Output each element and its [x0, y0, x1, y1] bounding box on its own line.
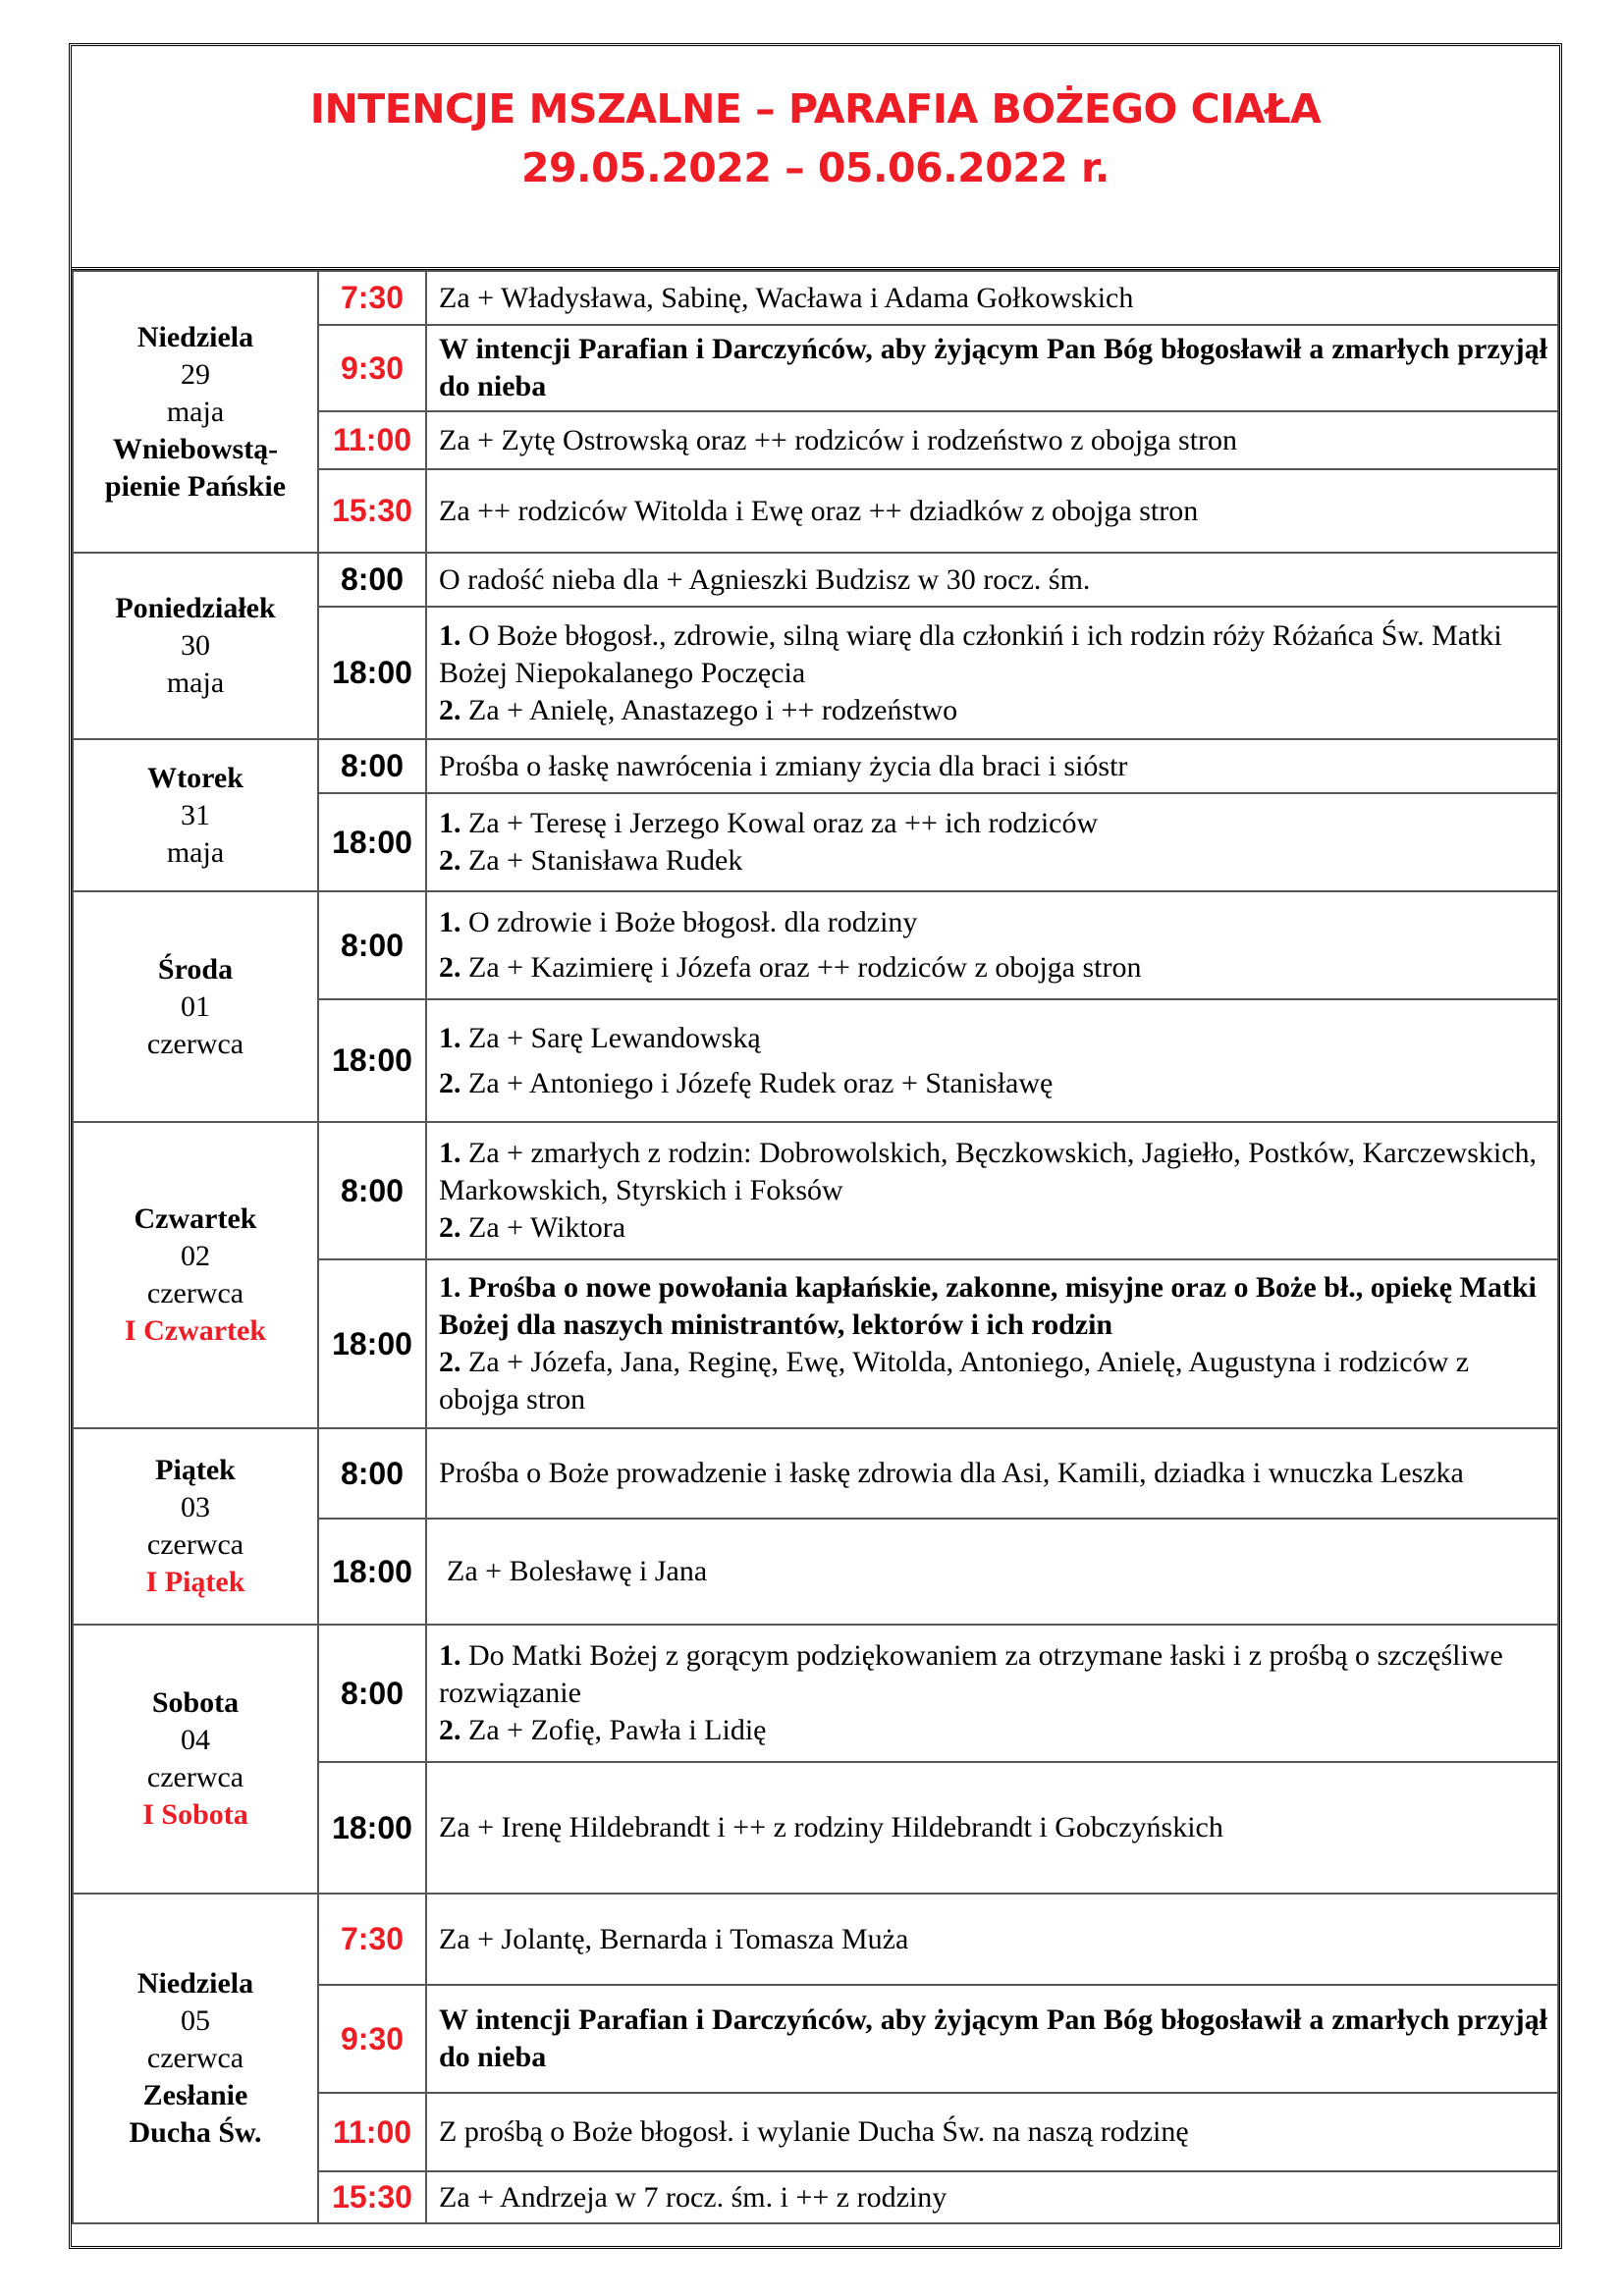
intention-text: Za + Władysława, Sabinę, Wacława i Adama Gołkowskich — [426, 271, 1558, 325]
intention-item: 2. Za + Antoniego i Józefę Rudek oraz + Stanisławę — [439, 1066, 1054, 1099]
day-cell — [73, 1428, 318, 1625]
day-date: 29 — [181, 357, 210, 391]
mass-time: 18:00 — [318, 607, 426, 739]
day-date: 31 — [181, 798, 210, 831]
feast-name: Wniebowstą- — [112, 432, 279, 465]
day-cell — [73, 739, 318, 891]
day-name: Wtorek — [147, 761, 244, 794]
date-range: 29.05.2022 – 05.06.2022 r. — [520, 144, 1110, 191]
intention-text: Prośba o łaskę nawrócenia i zmiany życia dla braci i sióstr — [426, 739, 1558, 793]
day-name: Piątek — [155, 1454, 236, 1486]
intention-text: Za + Jolantę, Bernarda i Tomasza Muża — [426, 1894, 1558, 1985]
mass-row — [73, 1894, 1558, 1985]
mass-time: 9:30 — [318, 325, 426, 411]
feast-name: I Czwartek — [124, 1314, 267, 1347]
day-month: czerwca — [146, 1277, 244, 1309]
mass-row — [73, 553, 1558, 607]
day-cell — [73, 1122, 318, 1428]
day-name: Sobota — [151, 1686, 240, 1719]
mass-row — [73, 1122, 1558, 1259]
intention-item: 1. Prośba o nowe powołania kapłańskie, zakonne, misyjne oraz o Boże bł., opiekę Matki Bożej dla naszych ministrantów, lektorów i ich rodzin — [439, 1271, 1537, 1341]
mass-row — [73, 1625, 1558, 1762]
mass-time: 8:00 — [318, 1428, 426, 1519]
mass-time: 15:30 — [318, 469, 426, 553]
intention-text: Za + Bolesławę i Jana — [426, 1519, 1558, 1625]
day-month: czerwca — [146, 1528, 244, 1561]
day-name: Środa — [157, 952, 234, 986]
mass-time: 8:00 — [318, 1625, 426, 1762]
mass-time: 18:00 — [318, 1259, 426, 1428]
mass-row — [73, 739, 1558, 793]
day-cell — [73, 553, 318, 739]
mass-time: 18:00 — [318, 1519, 426, 1625]
feast-name: I Piątek — [145, 1566, 245, 1598]
day-cell — [73, 1625, 318, 1894]
intention-text: W intencji Parafian i Darczyńców, aby żyjącym Pan Bóg błogosławił a zmarłych przyjął do nieba — [426, 1985, 1558, 2093]
day-date: 02 — [181, 1240, 210, 1272]
day-month: maja — [166, 395, 225, 428]
day-month: czerwca — [146, 2042, 244, 2074]
intention-item: 1. O Boże błogosł., zdrowie, silną wiarę dla członkiń i ich rodzin róży Różańca Św. Matki Bożej Niepokalanego Poczęcia — [439, 618, 1502, 689]
intention-cell — [426, 1259, 1558, 1428]
day-name: Niedziela — [136, 1967, 254, 2000]
intention-cell — [426, 891, 1558, 999]
intention-item: 2. Za + Józefa, Jana, Reginę, Ewę, Witolda, Antoniego, Anielę, Augustyna i rodziców z obojga stron — [439, 1346, 1470, 1415]
intention-text: O radość nieba dla + Agnieszki Budzisz w 30 rocz. śm. — [426, 553, 1558, 607]
intention-item: 1. Za + Sarę Lewandowską — [439, 1021, 761, 1054]
intention-item: 2. Za + Zofię, Pawła i Lidię — [439, 1714, 767, 1746]
day-date: 01 — [181, 989, 210, 1023]
intention-cell — [426, 1625, 1558, 1762]
intentions-sheet — [69, 43, 1562, 2249]
intention-text: Z prośbą o Boże błogosł. i wylanie Ducha Św. na naszą rodzinę — [426, 2093, 1558, 2171]
mass-time: 18:00 — [318, 793, 426, 891]
intention-item: 2. Za + Stanisława Rudek — [439, 844, 743, 877]
intention-text: Prośba o Boże prowadzenie i łaskę zdrowia dla Asi, Kamili, dziadka i wnuczka Leszka — [426, 1428, 1558, 1519]
day-name: Czwartek — [134, 1202, 257, 1235]
day-month: maja — [166, 667, 225, 699]
mass-time: 11:00 — [318, 411, 426, 469]
mass-time: 9:30 — [318, 1985, 426, 2093]
mass-time: 18:00 — [318, 1762, 426, 1894]
mass-time: 7:30 — [318, 1894, 426, 1985]
day-name: Poniedziałek — [115, 592, 276, 624]
day-cell — [73, 1894, 318, 2223]
day-date: 05 — [181, 2004, 210, 2037]
intention-cell — [426, 999, 1558, 1122]
intention-cell — [426, 607, 1558, 739]
mass-time: 8:00 — [318, 739, 426, 793]
mass-time: 8:00 — [318, 1122, 426, 1259]
header — [72, 46, 1559, 270]
mass-time: 8:00 — [318, 553, 426, 607]
mass-row — [73, 891, 1558, 999]
feast-name: Zesłanie — [142, 2079, 248, 2111]
mass-row — [73, 271, 1558, 325]
mass-time: 15:30 — [318, 2171, 426, 2223]
day-cell — [73, 891, 318, 1122]
mass-time: 18:00 — [318, 999, 426, 1122]
intention-text: W intencji Parafian i Darczyńców, aby żyjącym Pan Bóg błogosławił a zmarłych przyjął do nieba — [426, 325, 1558, 411]
feast-name: Ducha Św. — [129, 2116, 262, 2149]
intention-text: Za + Andrzeja w 7 rocz. śm. i ++ z rodziny — [426, 2171, 1558, 2223]
mass-schedule-table — [72, 270, 1559, 2224]
intention-item: 2. Za + Kazimierę i Józefa oraz ++ rodziców z obojga stron — [439, 951, 1142, 984]
feast-name: pienie Pańskie — [104, 469, 287, 503]
intention-text: Za + Irenę Hildebrandt i ++ z rodziny Hildebrandt i Gobczyńskich — [426, 1762, 1558, 1894]
intention-cell — [426, 1122, 1558, 1259]
mass-time: 7:30 — [318, 271, 426, 325]
day-month: czerwca — [146, 1027, 244, 1060]
intention-text: Za ++ rodziców Witolda i Ewę oraz ++ dziadków z obojga stron — [426, 469, 1558, 553]
intention-item: 1. Do Matki Bożej z gorącym podziękowaniem za otrzymane łaski i z prośbą o szczęśliwe rozwiązanie — [439, 1639, 1503, 1709]
intention-item: 1. Za + zmarłych z rodzin: Dobrowolskich, Bęczkowskich, Jagiełło, Postków, Karczewskich, Markowskich, Styrskich i Foksów — [439, 1137, 1538, 1206]
mass-time: 11:00 — [318, 2093, 426, 2171]
day-month: maja — [166, 835, 225, 869]
day-month: czerwca — [146, 1761, 244, 1793]
feast-name: I Sobota — [142, 1798, 248, 1831]
page-title: INTENCJE MSZALNE – PARAFIA BOŻEGO CIAŁA — [309, 85, 1322, 133]
intention-item: 2. Za + Anielę, Anastazego i ++ rodzeństwo — [439, 693, 958, 726]
day-date: 30 — [181, 629, 210, 662]
intention-cell — [426, 793, 1558, 891]
intention-item: 2. Za + Wiktora — [439, 1211, 626, 1244]
intention-item: 1. Za + Teresę i Jerzego Kowal oraz za ++ ich rodziców — [439, 807, 1099, 839]
day-name: Niedziela — [136, 320, 254, 353]
intention-text: Za + Zytę Ostrowską oraz ++ rodziców i rodzeństwo z obojga stron — [426, 411, 1558, 469]
day-date: 03 — [181, 1491, 210, 1523]
mass-row — [73, 1428, 1558, 1519]
intention-item: 1. O zdrowie i Boże błogosł. dla rodziny — [439, 906, 918, 938]
mass-time: 8:00 — [318, 891, 426, 999]
day-date: 04 — [181, 1724, 210, 1756]
day-cell — [73, 271, 318, 553]
